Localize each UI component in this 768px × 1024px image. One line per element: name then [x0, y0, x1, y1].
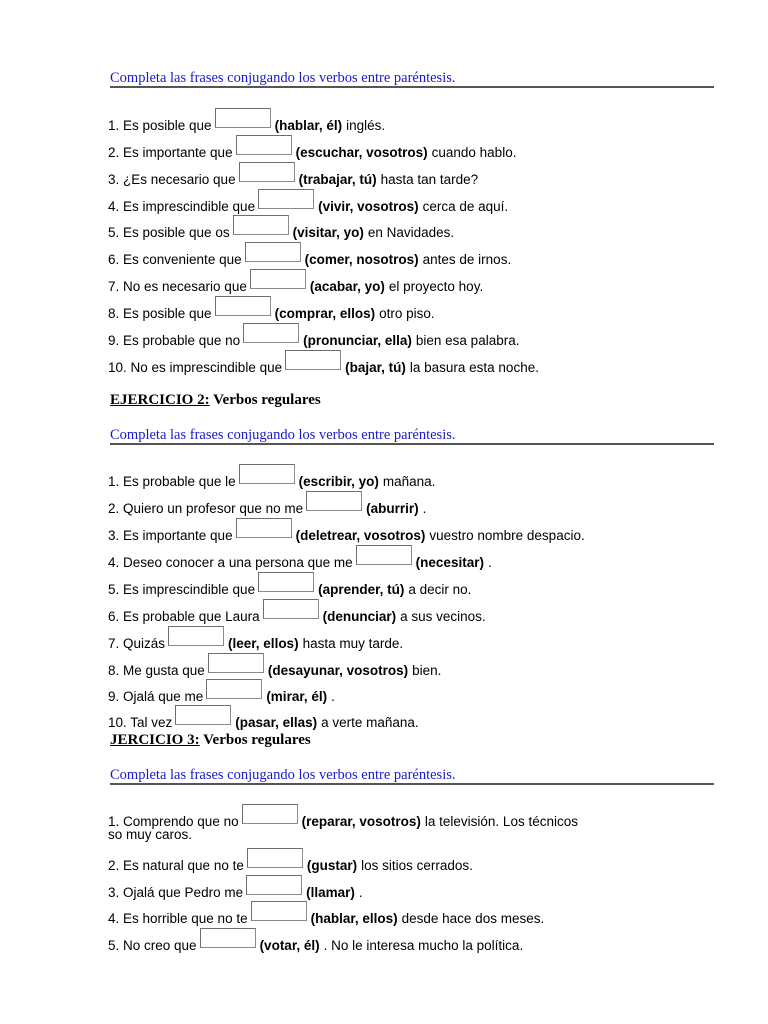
- sentence-row: [108, 273, 483, 295]
- sentence-text: 8. Me gusta que: [108, 663, 205, 678]
- answer-field[interactable]: [245, 242, 301, 262]
- verb-hint: (acabar, yo): [309, 279, 385, 294]
- sentence-text: 10. Tal vez: [108, 715, 173, 730]
- verb-hint: (hablar, él): [274, 118, 343, 133]
- sentence-row: [108, 576, 471, 598]
- sentence-text: 4. Es imprescindible que: [108, 199, 256, 214]
- answer-field[interactable]: [263, 599, 319, 619]
- verb-hint: (escribir, yo): [298, 474, 379, 489]
- sentence-end: cuando hablo.: [431, 145, 517, 160]
- sentence-text: 3. ¿Es necesario que: [108, 172, 236, 187]
- answer-field[interactable]: [236, 135, 292, 155]
- sentence-text: 9. Es probable que no: [108, 333, 241, 348]
- sentence-row: [108, 354, 539, 376]
- exercise-3-heading: [110, 731, 311, 749]
- sentence-row: [108, 246, 511, 268]
- sentence-end: bien esa palabra.: [415, 333, 520, 348]
- sentence-end: inglés.: [346, 118, 386, 133]
- answer-field[interactable]: [251, 901, 307, 921]
- answer-field[interactable]: [356, 545, 412, 565]
- answer-field[interactable]: [239, 162, 295, 182]
- sentence-text: 8. Es posible que: [108, 306, 212, 321]
- verb-hint: (reparar, vosotros): [301, 814, 421, 829]
- verb-hint: (pronunciar, ella): [303, 333, 412, 348]
- verb-hint: (vivir, vosotros): [318, 199, 419, 214]
- sentence-row: [108, 905, 544, 927]
- sentence-row: [108, 300, 435, 322]
- sentence-text: 7. Quizás: [108, 636, 166, 651]
- verb-hint: (deletrear, vosotros): [295, 528, 426, 543]
- answer-field[interactable]: [236, 518, 292, 538]
- sentence-row: [108, 852, 473, 874]
- sentence-end: mañana.: [382, 474, 436, 489]
- sentence-text: 9. Ojalá que me: [108, 689, 204, 704]
- verb-hint: (comprar, ellos): [274, 306, 376, 321]
- answer-field[interactable]: [208, 653, 264, 673]
- answer-field[interactable]: [258, 189, 314, 209]
- sentence-row: [108, 193, 508, 215]
- answer-field[interactable]: [250, 269, 306, 289]
- verb-hint: (comer, nosotros): [304, 252, 419, 267]
- sentence-end: .: [358, 885, 363, 900]
- sentence-continuation: so muy caros.: [108, 827, 193, 842]
- verb-hint: (aprender, tú): [318, 582, 405, 597]
- sentence-text: 6. Es conveniente que: [108, 252, 242, 267]
- verb-hint: (aburrir): [366, 501, 419, 516]
- verb-hint: (votar, él): [259, 938, 320, 953]
- sentence-row: [108, 468, 435, 490]
- answer-field[interactable]: [175, 705, 231, 725]
- sentence-row: [108, 630, 403, 652]
- sentence-end: a decir no.: [408, 582, 472, 597]
- answer-field[interactable]: [258, 572, 314, 592]
- sentence-text: 3. Es importante que: [108, 528, 233, 543]
- sentence-text: 6. Es probable que Laura: [108, 609, 260, 624]
- answer-field[interactable]: [206, 679, 262, 699]
- verb-hint: (bajar, tú): [345, 360, 406, 375]
- verb-hint: (trabajar, tú): [298, 172, 377, 187]
- sentence-end: la televisión. Los técnicos: [424, 814, 578, 829]
- verb-hint: (necesitar): [415, 555, 484, 570]
- sentence-text: 7. No es necesario que: [108, 279, 247, 294]
- exercise-2-heading: [110, 391, 321, 409]
- sentence-row: [108, 932, 523, 954]
- sentence-end: el proyecto hoy.: [388, 279, 484, 294]
- sentence-text: 1. Es probable que le: [108, 474, 236, 489]
- sentence-end: a verte mañana.: [321, 715, 419, 730]
- verb-hint: (desayunar, vosotros): [267, 663, 409, 678]
- answer-field[interactable]: [168, 626, 224, 646]
- instruction-ex2: Completa las frases conjugando los verbos entre paréntesis.: [110, 427, 456, 443]
- sentence-text: 1. Comprendo que no: [108, 814, 239, 829]
- sentence-row: [108, 327, 519, 349]
- verb-hint: (llamar): [306, 885, 355, 900]
- answer-field[interactable]: [200, 928, 256, 948]
- verb-hint: (gustar): [306, 858, 358, 873]
- sentence-row: [108, 219, 454, 241]
- answer-field[interactable]: [242, 804, 298, 824]
- sentence-text: 4. Es horrible que no te: [108, 911, 248, 926]
- exercise-2-label: EJERCICIO 2:: [110, 392, 210, 408]
- answer-field[interactable]: [215, 108, 271, 128]
- answer-field[interactable]: [239, 464, 295, 484]
- sentence-row: [108, 657, 441, 679]
- instruction-ex3: Completa las frases conjugando los verbos entre paréntesis.: [110, 767, 456, 783]
- sentence-text: 2. Es natural que no te: [108, 858, 244, 873]
- sentence-end: . No le interesa mucho la política.: [323, 938, 524, 953]
- answer-field[interactable]: [243, 323, 299, 343]
- sentence-row: [108, 709, 419, 731]
- sentence-row: [108, 549, 492, 571]
- sentence-text: 10. No es imprescindible que: [108, 360, 283, 375]
- sentence-end: cerca de aquí.: [422, 199, 509, 214]
- sentence-row: [108, 683, 335, 705]
- sentence-end: en Navidades.: [367, 225, 455, 240]
- sentence-row: [108, 603, 486, 625]
- sentence-end: otro piso.: [379, 306, 435, 321]
- sentence-row: [108, 522, 585, 544]
- sentence-end: .: [422, 501, 427, 516]
- verb-hint: (leer, ellos): [228, 636, 299, 651]
- exercise-3-title: Verbos regulares: [203, 732, 311, 748]
- verb-hint: (pasar, ellas): [235, 715, 318, 730]
- sentence-text: 3. Ojalá que Pedro me: [108, 885, 244, 900]
- divider-ex3: [110, 783, 714, 785]
- divider-ex2: [110, 443, 714, 445]
- sentence-row: [108, 166, 478, 188]
- sentence-end: antes de irnos.: [422, 252, 512, 267]
- sentence-text: 2. Quiero un profesor que no me: [108, 501, 304, 516]
- sentence-row: [108, 495, 426, 517]
- sentence-text: 4. Deseo conocer a una persona que me: [108, 555, 353, 570]
- divider-ex1: [110, 86, 714, 88]
- sentence-end: bien.: [412, 663, 442, 678]
- sentence-end: vuestro nombre despacio.: [429, 528, 585, 543]
- answer-field[interactable]: [306, 491, 362, 511]
- sentence-end: la basura esta noche.: [409, 360, 539, 375]
- verb-hint: (visitar, yo): [292, 225, 364, 240]
- answer-field[interactable]: [215, 296, 271, 316]
- sentence-row: [108, 112, 385, 134]
- sentence-end: hasta tan tarde?: [380, 172, 479, 187]
- sentence-end: a sus vecinos.: [400, 609, 486, 624]
- sentence-row: [108, 879, 363, 901]
- sentence-end: los sitios cerrados.: [361, 858, 473, 873]
- sentence-end: .: [487, 555, 492, 570]
- exercise-2-title: Verbos regulares: [213, 392, 321, 408]
- exercise-3-label: JERCICIO 3:: [110, 732, 200, 748]
- verb-hint: (mirar, él): [266, 689, 328, 704]
- sentence-text: 1. Es posible que: [108, 118, 212, 133]
- sentence-text: 2. Es importante que: [108, 145, 233, 160]
- verb-hint: (escuchar, vosotros): [295, 145, 428, 160]
- sentence-text: 5. Es imprescindible que: [108, 582, 256, 597]
- verb-hint: (hablar, ellos): [310, 911, 398, 926]
- sentence-text: 5. Es posible que os: [108, 225, 230, 240]
- answer-field[interactable]: [285, 350, 341, 370]
- instruction-ex1: Completa las frases conjugando los verbos entre paréntesis.: [110, 70, 456, 86]
- sentence-end: desde hace dos meses.: [401, 911, 545, 926]
- sentence-text: 5. No creo que: [108, 938, 197, 953]
- sentence-row: [108, 139, 516, 161]
- sentence-end: .: [331, 689, 335, 704]
- verb-hint: (denunciar): [322, 609, 397, 624]
- answer-field[interactable]: [233, 215, 289, 235]
- answer-field[interactable]: [246, 875, 302, 895]
- answer-field[interactable]: [247, 848, 303, 868]
- sentence-end: hasta muy tarde.: [302, 636, 404, 651]
